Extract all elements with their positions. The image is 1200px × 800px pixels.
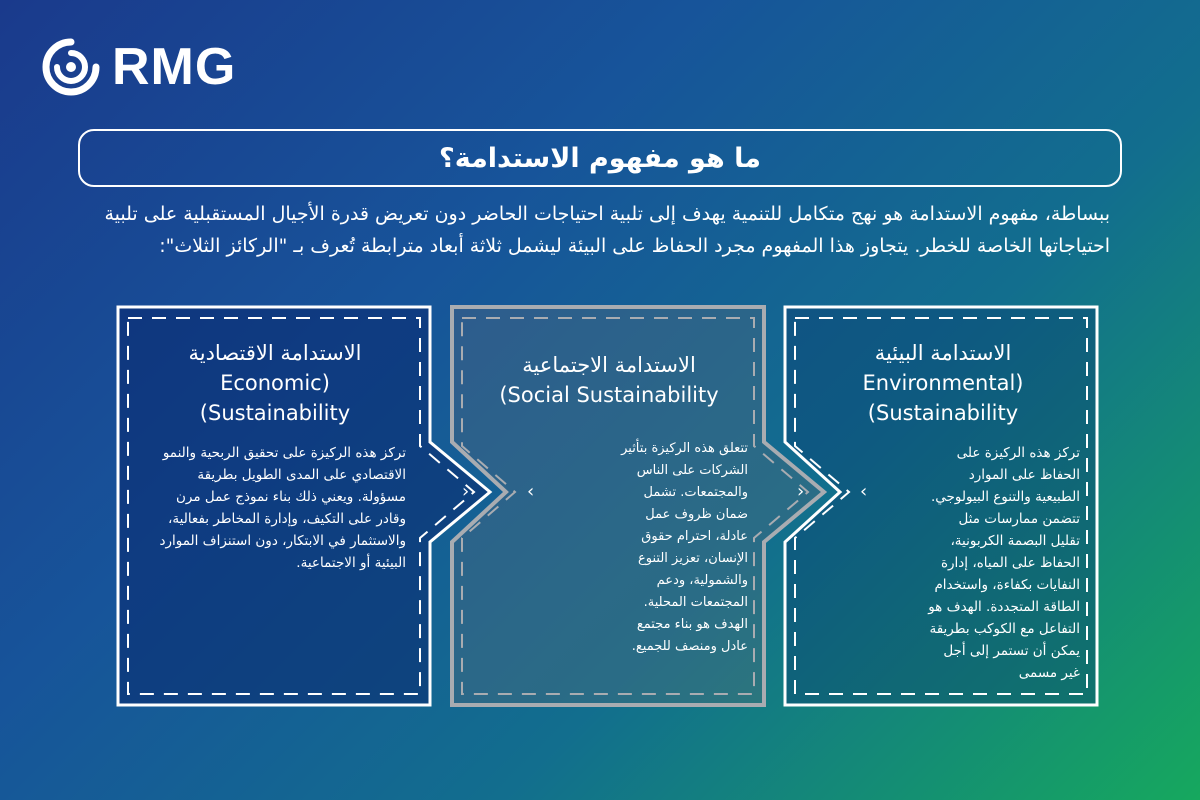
chevron-right-icon: › <box>797 481 805 502</box>
pillar-social-title-en1: (Social Sustainability <box>499 383 719 407</box>
intro-paragraph: ببساطة، مفهوم الاستدامة هو نهج متكامل للتنمية يهدف إلى تلبية احتياجات الحاضر دون تعريض قدرة الأجيال المستقبلية على تلبية احتياجاتها الخاصة للخطر. يتجاوز هذا المفهوم مجرد الحفاظ على البيئة ليشمل ثلاثة أبعاد مترابطة تُعرف بـ "الركائز الثلاث": <box>104 203 1110 257</box>
pillar-social-body: تتعلق هذه الركيزة بتأثير الشركات على الناس والمجتمعات. تشمل ضمان ظروف عمل عادلة، احترام حقوق الإنسان، تعزيز التنوع والشمولية، ودعم المجتمعات المحلية. الهدف هو بناء مجتمع عادل ومنصف للجميع. <box>621 441 748 654</box>
brand-name: RMG <box>112 38 237 96</box>
pillar-economic-title-en2: (Sustainability <box>199 401 351 425</box>
pillar-environmental-title <box>808 338 1078 428</box>
pillar-economic-title-en1: Economic) <box>220 371 330 395</box>
pillar-economic-title-ar: الاستدامة الاقتصادية <box>188 341 362 365</box>
page-title: ما هو مفهوم الاستدامة؟ <box>439 142 761 174</box>
pillar-environmental-title-en1: Environmental) <box>862 371 1024 395</box>
chevron-left-icon: ‹ <box>860 481 868 502</box>
pillar-environmental-title-en2: (Sustainability <box>867 401 1019 425</box>
chevron-right-icon: › <box>462 481 470 502</box>
chevron-left-icon: ‹ <box>527 481 535 502</box>
pillar-environmental-body: تركز هذه الركيزة على الحفاظ على الموارد الطبيعية والتنوع البيولوجي. تتضمن ممارسات مثل تقليل البصمة الكربونية، الحفاظ على المياه، إدارة النفايات بكفاءة، واستخدام الطاقة المتجددة. الهدف هو التفاعل مع الكوكب بطريقة يمكن أن تستمر إلى أجل غير مسمى <box>928 445 1080 681</box>
pillar-economic-body: تركز هذه الركيزة على تحقيق الربحية والنمو الاقتصادي على المدى الطويل بطريقة مسؤولة. ويعني ذلك بناء نموذج عمل مرن وقادر على التكيف، وإدارة المخاطر بفعالية، والاستثمار في الابتكار، دون استنزاف الموارد البيئية أو الاجتماعية. <box>159 445 406 571</box>
pillar-economic-title <box>140 338 410 428</box>
pillar-social-title-ar: الاستدامة الاجتماعية <box>522 353 696 377</box>
pillar-environmental-title-ar: الاستدامة البيئية <box>874 341 1012 365</box>
pillar-social-title <box>474 350 744 410</box>
